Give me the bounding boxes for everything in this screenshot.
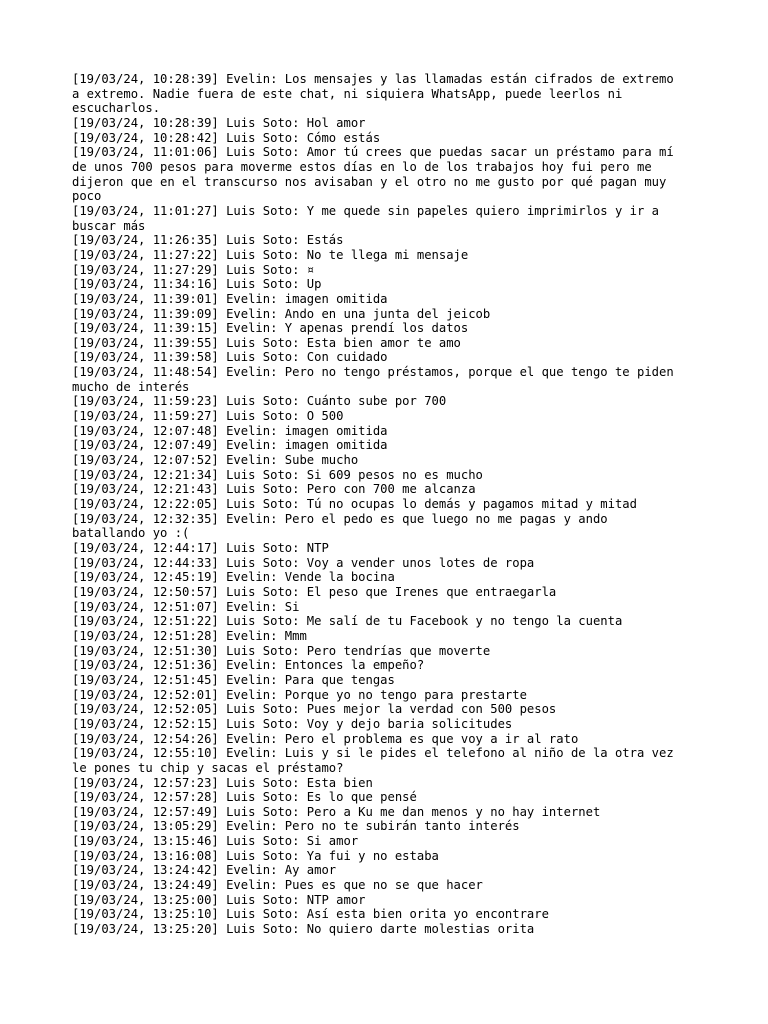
chat-message-line: [19/03/24, 11:01:06] Luis Soto: Amor tú crees que puedas sacar un préstamo para mí de unos 700 pesos para moverme estos días en lo de los trabajos hoy fui pero me dijeron que en el transcurso nos avisaban y el otro no me gusto por qué pagan muy poco <box>72 145 674 204</box>
chat-message-line: [19/03/24, 12:51:22] Luis Soto: Me salí de tu Facebook y no tengo la cuenta <box>72 614 623 629</box>
chat-message-line: [19/03/24, 11:39:15] Evelin: Y apenas prendí los datos <box>72 321 469 336</box>
chat-message-line: [19/03/24, 12:21:43] Luis Soto: Pero con 700 me alcanza <box>72 482 476 497</box>
chat-message-line: [19/03/24, 12:54:26] Evelin: Pero el problema es que voy a ir al rato <box>72 731 579 746</box>
chat-message-line: [19/03/24, 12:51:28] Evelin: Mmm <box>72 628 307 643</box>
chat-message-line: [19/03/24, 12:22:05] Luis Soto: Tú no ocupas lo demás y pagamos mitad y mitad <box>72 497 637 512</box>
chat-message-line: [19/03/24, 13:25:20] Luis Soto: No quiero darte molestias orita <box>72 922 535 937</box>
chat-message-line: [19/03/24, 11:39:58] Luis Soto: Con cuidado <box>72 350 388 365</box>
chat-message-line: [19/03/24, 11:39:01] Evelin: imagen omitida <box>72 291 388 306</box>
chat-message-line: [19/03/24, 13:24:42] Evelin: Ay amor <box>72 863 337 878</box>
chat-message-line: [19/03/24, 10:28:39] Evelin: Los mensajes y las llamadas están cifrados de extremo a extremo. Nadie fuera de este chat, ni siquiera WhatsApp, puede leerlos ni escucharlos. <box>72 72 674 116</box>
chat-message-line: [19/03/24, 11:59:23] Luis Soto: Cuánto sube por 700 <box>72 394 447 409</box>
chat-message-line: [19/03/24, 13:15:46] Luis Soto: Si amor <box>72 834 359 849</box>
chat-message-line: [19/03/24, 11:26:35] Luis Soto: Estás <box>72 233 344 248</box>
chat-message-line: [19/03/24, 11:27:29] Luis Soto: ¤ <box>72 262 315 277</box>
chat-message-line: [19/03/24, 11:34:16] Luis Soto: Up <box>72 277 322 292</box>
chat-message-line: [19/03/24, 11:27:22] Luis Soto: No te llega mi mensaje <box>72 247 469 262</box>
chat-message-line: [19/03/24, 13:05:29] Evelin: Pero no te subirán tanto interés <box>72 819 520 834</box>
chat-message-line: [19/03/24, 12:44:33] Luis Soto: Voy a vender unos lotes de ropa <box>72 555 535 570</box>
chat-message-line: [19/03/24, 10:28:39] Luis Soto: Hol amor <box>72 115 366 130</box>
chat-message-line: [19/03/24, 12:52:01] Evelin: Porque yo no tengo para prestarte <box>72 687 527 702</box>
chat-message-line: [19/03/24, 12:51:30] Luis Soto: Pero tendrías que moverte <box>72 643 491 658</box>
chat-message-line: [19/03/24, 12:45:19] Evelin: Vende la bocina <box>72 570 395 585</box>
chat-message-line: [19/03/24, 12:55:10] Evelin: Luis y si le pides el telefono al niño de la otra vez le pones tu chip y sacas el préstamo? <box>72 746 674 775</box>
chat-message-line: [19/03/24, 12:07:52] Evelin: Sube mucho <box>72 453 359 468</box>
chat-message-line: [19/03/24, 12:44:17] Luis Soto: NTP <box>72 541 329 555</box>
chat-message-line: [19/03/24, 12:50:57] Luis Soto: El peso que Irenes que entraegarla <box>72 584 557 599</box>
chat-message-line: [19/03/24, 12:57:49] Luis Soto: Pero a Ku me dan menos y no hay internet <box>72 804 601 819</box>
chat-message-line: [19/03/24, 12:21:34] Luis Soto: Si 609 pesos no es mucho <box>72 467 483 482</box>
chat-message-line: [19/03/24, 11:39:09] Evelin: Ando en una junta del jeicob <box>72 306 491 321</box>
chat-message-line: [19/03/24, 12:57:28] Luis Soto: Es lo que pensé <box>72 790 417 805</box>
chat-message-line: [19/03/24, 13:25:00] Luis Soto: NTP amor <box>72 892 366 907</box>
chat-message-line: [19/03/24, 13:25:10] Luis Soto: Así esta bien orita yo encontrare <box>72 907 549 922</box>
chat-message-line: [19/03/24, 11:39:55] Luis Soto: Esta bien amor te amo <box>72 335 461 350</box>
chat-message-line: [19/03/24, 12:52:05] Luis Soto: Pues mejor la verdad con 500 pesos <box>72 702 557 717</box>
chat-message-line: [19/03/24, 11:48:54] Evelin: Pero no tengo préstamos, porque el que tengo te piden mucho de interés <box>72 365 674 394</box>
chat-message-line: [19/03/24, 11:01:27] Luis Soto: Y me quede sin papeles quiero imprimirlos y ir a buscar más <box>72 203 659 233</box>
chat-message-line: [19/03/24, 13:16:08] Luis Soto: Ya fui y no estaba <box>72 848 439 863</box>
chat-message-line: [19/03/24, 12:51:07] Evelin: Si <box>72 599 300 614</box>
chat-message-line: [19/03/24, 13:24:49] Evelin: Pues es que no se que hacer <box>72 878 483 893</box>
chat-message-line: [19/03/24, 12:32:35] Evelin: Pero el pedo es que luego no me pagas y ando batallando yo :( <box>72 511 608 541</box>
chat-message-line: [19/03/24, 12:57:23] Luis Soto: Esta bien <box>72 775 373 790</box>
chat-log <box>72 72 708 937</box>
chat-message-line: [19/03/24, 12:51:36] Evelin: Entonces la empeño? <box>72 658 425 673</box>
chat-message-line: [19/03/24, 11:59:27] Luis Soto: O 500 <box>72 409 344 424</box>
chat-message-line: [19/03/24, 12:07:49] Evelin: imagen omitida <box>72 438 388 453</box>
chat-message-line: [19/03/24, 12:07:48] Evelin: imagen omitida <box>72 423 388 438</box>
chat-message-line: [19/03/24, 10:28:42] Luis Soto: Cómo estás <box>72 130 381 145</box>
chat-message-line: [19/03/24, 12:52:15] Luis Soto: Voy y dejo baria solicitudes <box>72 716 513 731</box>
chat-message-line: [19/03/24, 12:51:45] Evelin: Para que tengas <box>72 672 395 687</box>
